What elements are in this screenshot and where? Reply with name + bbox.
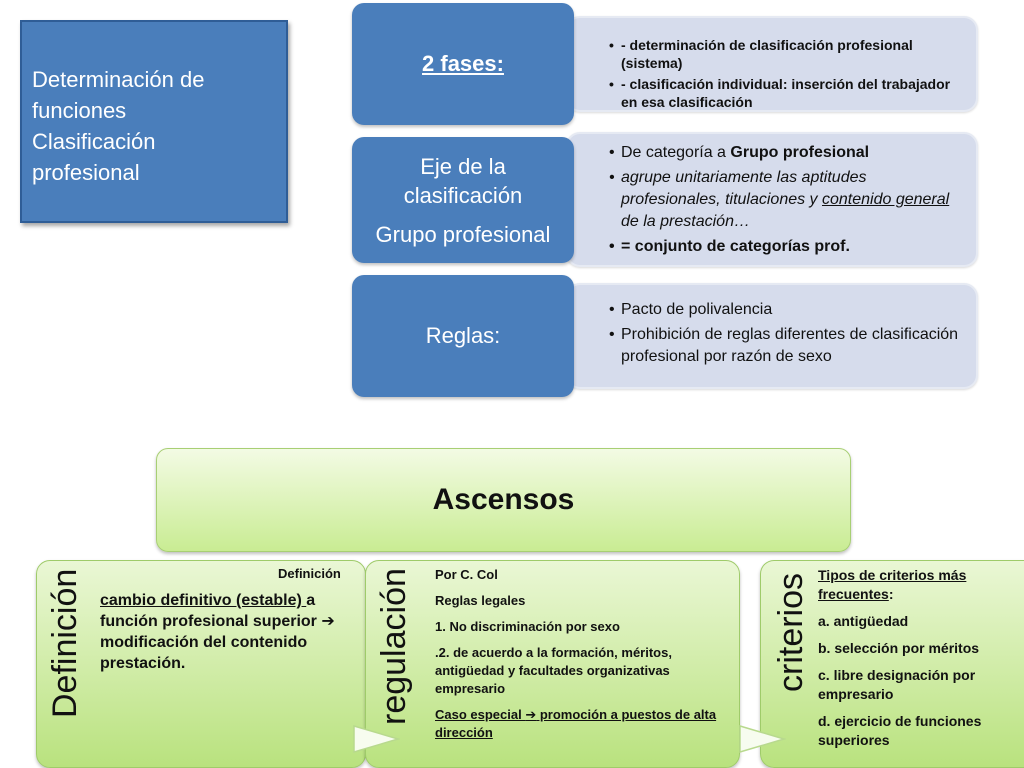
eje-item3: = conjunto de categorías prof.	[621, 238, 850, 255]
regulacion-line: 1. No discriminación por sexo	[435, 619, 620, 634]
criterios-heading-colon: :	[888, 586, 894, 602]
definicion-body-b: modificación del contenido prestación.	[100, 634, 308, 672]
eje-label-line: Grupo profesional	[375, 221, 551, 247]
reglas-item: • Pacto de polivalencia	[608, 299, 966, 321]
eje-item	[608, 167, 966, 233]
eje-item1-bold: Grupo profesional	[730, 144, 870, 161]
ascensos-banner	[156, 448, 851, 552]
eje-item2-u: contenido general	[822, 191, 950, 208]
criterios-item: d. ejercicio de funciones superiores	[818, 713, 982, 748]
definicion-vertical-label: Definición	[46, 568, 84, 718]
fases-item: • - clasificación individual: inserción del trabajador en esa clasificación	[608, 75, 964, 111]
regulacion-line5-a: Caso especial	[435, 707, 526, 722]
regulacion-line: Reglas legales	[435, 593, 526, 608]
title-line: Clasificación	[32, 129, 156, 154]
reglas-item: • Prohibición de reglas diferentes de clasificación profesional por razón de sexo	[608, 324, 966, 368]
eje-item2-b: de la prestación…	[621, 213, 750, 230]
eje-label-line: Eje de la	[420, 153, 506, 179]
title-box	[20, 20, 288, 223]
arrow-icon: ➔	[321, 613, 335, 630]
title-line: Determinación de	[32, 67, 205, 92]
title-line: profesional	[32, 160, 140, 185]
eje-item1-prefix: De categoría a	[621, 144, 731, 161]
fases-panel	[566, 16, 978, 112]
eje-label	[352, 137, 574, 263]
criterios-body	[818, 566, 1018, 758]
definicion-heading: Definición	[278, 566, 341, 581]
fases-item: • - determinación de clasificación profesional (sistema)	[608, 36, 964, 72]
regulacion-body	[435, 566, 730, 750]
criterios-item: b. selección por méritos	[818, 640, 980, 656]
reglas-panel	[566, 283, 978, 389]
regulacion-line: .2. de acuerdo a la formación, méritos, antigüedad y facultades organizativas empresario	[435, 645, 672, 696]
title-line: funciones	[32, 98, 127, 123]
arrow-connector-icon	[352, 722, 400, 756]
regulacion-line5-b: promoción a puestos de alta dirección	[435, 707, 717, 740]
definicion-body-underlined: cambio definitivo (estable)	[100, 592, 307, 609]
eje-panel	[566, 132, 978, 267]
regulacion-line: Por C. Col	[435, 567, 498, 582]
fases-label	[352, 3, 574, 125]
fases-label-text: 2 fases:	[422, 51, 504, 76]
criterios-vertical-label: criterios	[772, 572, 810, 692]
eje-label-line: clasificación	[403, 182, 523, 208]
arrow-connector-icon	[738, 722, 786, 756]
reglas-label	[352, 275, 574, 397]
definicion-body-a: a función profesional superior	[100, 592, 317, 630]
eje-item	[608, 236, 966, 258]
regulacion-line	[435, 706, 730, 742]
ascensos-title: Ascensos	[432, 483, 575, 516]
criterios-heading-text: Tipos de criterios más frecuentes	[818, 567, 967, 602]
arrow-icon: ➔	[525, 707, 537, 722]
criterios-item: c. libre designación por empresario	[818, 667, 976, 702]
criterios-heading	[818, 566, 1018, 604]
definicion-body	[100, 590, 350, 674]
regulacion-vertical-label: regulación	[375, 568, 413, 725]
reglas-label-text: Reglas:	[425, 323, 501, 348]
eje-item2-a: agrupe unitariamente las aptitudes profesionales, titulaciones y	[621, 169, 867, 208]
eje-item	[608, 142, 966, 164]
criterios-item: a. antigüedad	[818, 613, 909, 629]
